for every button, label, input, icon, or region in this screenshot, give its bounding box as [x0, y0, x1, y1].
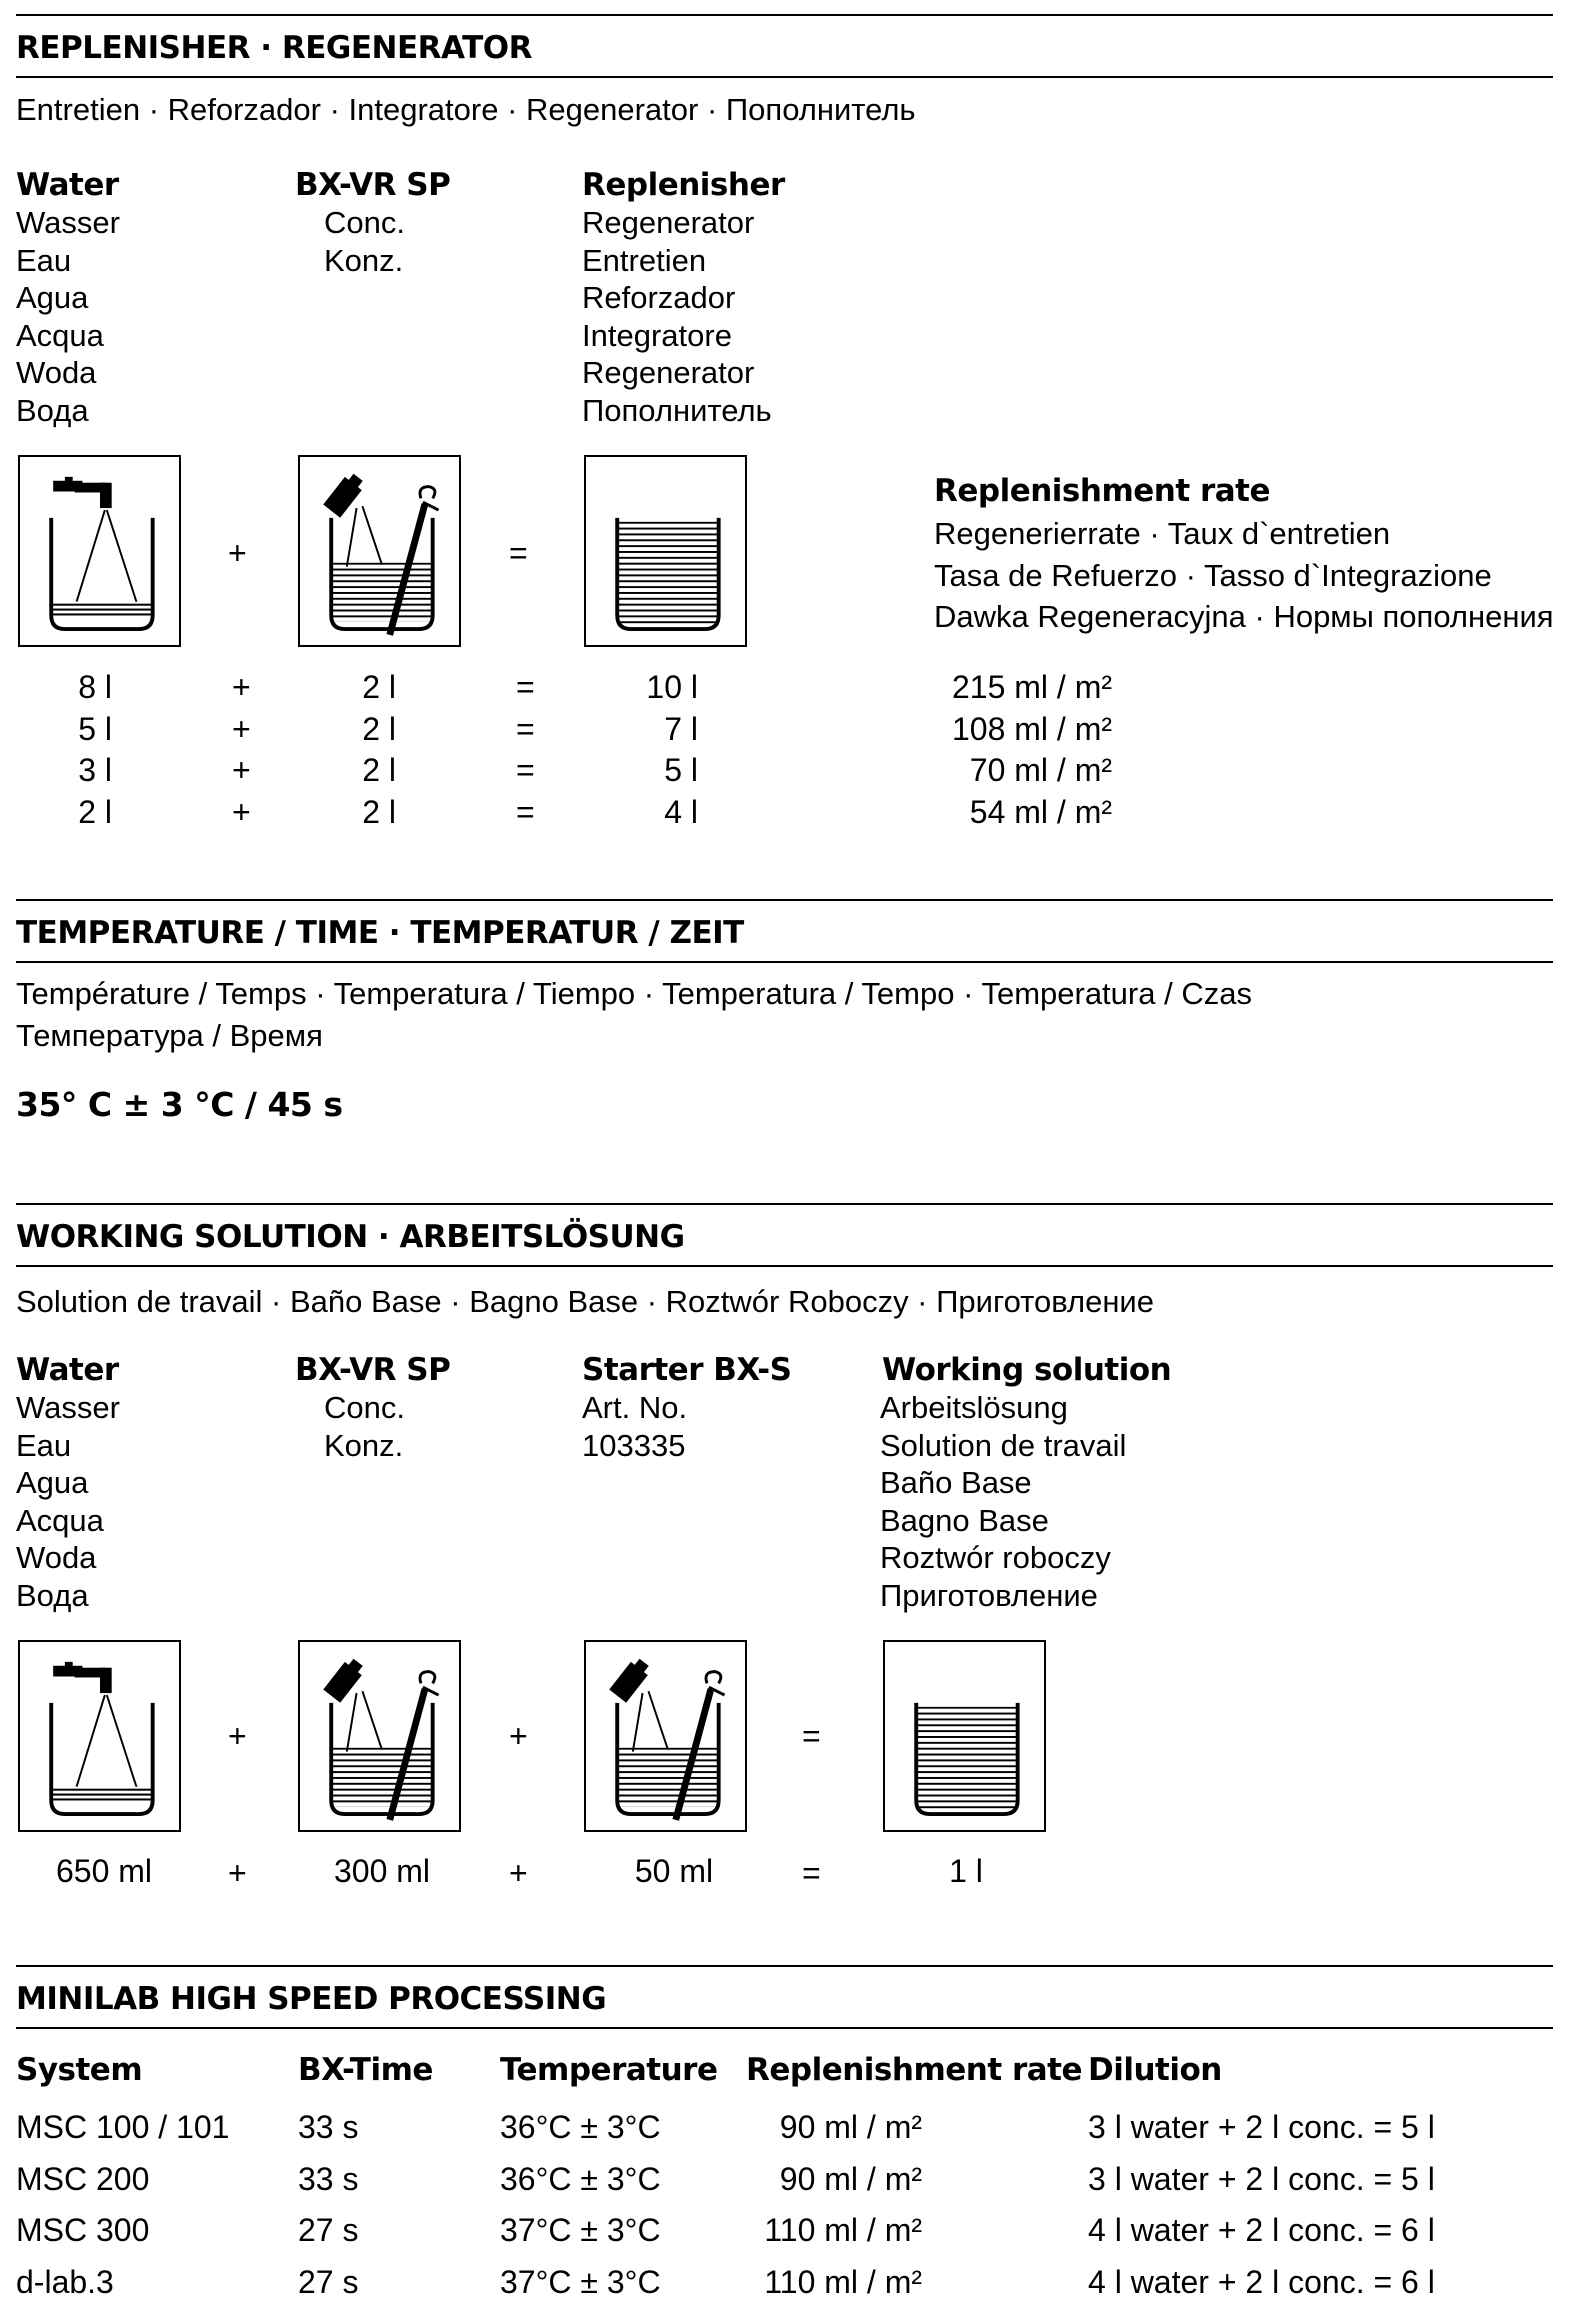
- water-amount: 5 l: [40, 709, 112, 751]
- concentrate-bottle-beaker-icon: [298, 1640, 461, 1832]
- list-item: Conc.: [324, 204, 405, 242]
- list-item: Regenerator: [582, 354, 772, 392]
- rate-value: 215 ml / m²: [890, 667, 1112, 709]
- equals-sign: =: [802, 1718, 821, 1755]
- ws-col-ws-head: Working solution: [882, 1352, 1171, 1388]
- dilution-cell: 3 l water + 2 l conc. = 5 l: [1088, 2154, 1435, 2206]
- rate-value: 70 ml / m²: [890, 750, 1112, 792]
- minilab-top-rule: [16, 1965, 1553, 1967]
- list-item: Eau: [16, 1427, 120, 1465]
- water-tap-beaker-icon: [18, 1640, 181, 1832]
- dilution-cell: 3 l water + 2 l conc. = 5 l: [1088, 2102, 1435, 2154]
- water-amount: 3 l: [40, 750, 112, 792]
- plus-sign: +: [232, 750, 251, 792]
- working-heading-rule: [16, 1265, 1553, 1267]
- minilab-col-dilution: Dilution: [1088, 2052, 1222, 2088]
- list-item: Regenerator: [582, 204, 772, 242]
- rate-value: 108 ml / m²: [890, 709, 1112, 751]
- plus-sign: +: [228, 1718, 247, 1755]
- list-item: Woda: [16, 1539, 120, 1577]
- list-item: Conc.: [324, 1389, 405, 1427]
- temperature-line: Температура / Время: [16, 1015, 1252, 1057]
- table-row: [0, 2257, 1569, 2308]
- minilab-heading-rule: [16, 2027, 1553, 2029]
- conc-amount: 2 l: [320, 667, 396, 709]
- plus-sign: +: [232, 709, 251, 751]
- rate-cell: 110 ml / m²: [700, 2205, 922, 2257]
- list-item: Eau: [16, 242, 120, 280]
- temperature-top-rule: [16, 899, 1553, 901]
- rep-col-water-head: Water: [16, 167, 119, 203]
- ws-col-water-head: Water: [16, 1352, 119, 1388]
- ws-col-conc-head: BX-VR SP: [295, 1352, 450, 1388]
- rate-line: Tasa de Refuerzo · Tasso d`Integrazione: [934, 555, 1554, 597]
- minilab-col-bxtime: BX-Time: [298, 2052, 433, 2088]
- replenisher-heading: REPLENISHER · REGENERATOR: [16, 30, 532, 66]
- minilab-heading: MINILAB HIGH SPEED PROCESSING: [16, 1981, 606, 2017]
- equals-sign: =: [516, 667, 535, 709]
- minilab-col-temperature: Temperature: [500, 2052, 717, 2088]
- list-item: Solution de travail: [880, 1427, 1126, 1465]
- ws-col-starter-list: [582, 1389, 687, 1464]
- list-item: Пополнитель: [582, 392, 772, 430]
- rep-col-rep-head: Replenisher: [582, 167, 785, 203]
- plus-sign: +: [509, 1855, 528, 1892]
- temperature-heading: TEMPERATURE / TIME · TEMPERATUR / ZEIT: [16, 915, 744, 951]
- list-item: Приготовление: [880, 1577, 1126, 1615]
- temperature-translations: [16, 973, 1252, 1057]
- replenisher-table: [0, 667, 1569, 833]
- ws-col-water-list: [16, 1389, 120, 1614]
- system-cell: MSC 100 / 101: [16, 2102, 229, 2154]
- dilution-cell: 4 l water + 2 l conc. = 6 l: [1088, 2205, 1435, 2257]
- working-top-rule: [16, 1203, 1553, 1205]
- temperature-line: Température / Temps · Temperatura / Tiempo · Temperatura / Tempo · Temperatura / Czas: [16, 973, 1252, 1015]
- starter-amount: 50 ml: [588, 1853, 760, 1890]
- list-item: Bagno Base: [880, 1502, 1126, 1540]
- top-rule: [16, 14, 1553, 16]
- rate-value: 54 ml / m²: [890, 792, 1112, 834]
- total-amount: 5 l: [580, 750, 698, 792]
- conc-amount: 300 ml: [296, 1853, 468, 1890]
- rep-col-conc-head: BX-VR SP: [295, 167, 450, 203]
- rep-col-rep-list: [582, 204, 772, 429]
- conc-amount: 2 l: [320, 709, 396, 751]
- replenisher-beaker-icon: [584, 455, 747, 647]
- temperature-cell: 36°C ± 3°C: [500, 2102, 661, 2154]
- plus-sign: +: [232, 792, 251, 834]
- table-row: [0, 750, 1569, 792]
- list-item: Integratore: [582, 317, 772, 355]
- list-item: Entretien: [582, 242, 772, 280]
- concentrate-bottle-beaker-icon: [298, 455, 461, 647]
- temperature-heading-rule: [16, 961, 1553, 963]
- list-item: Woda: [16, 354, 120, 392]
- minilab-table: [0, 2102, 1569, 2308]
- replenisher-subtitle: Entretien · Reforzador · Integratore · Regenerator · Пополнитель: [16, 92, 916, 128]
- total-amount: 1 l: [880, 1853, 1052, 1890]
- rate-cell: 110 ml / m²: [700, 2257, 922, 2308]
- conc-amount: 2 l: [320, 750, 396, 792]
- rate-heading: Replenishment rate: [934, 473, 1270, 509]
- minilab-col-system: System: [16, 2052, 142, 2088]
- total-amount: 7 l: [580, 709, 698, 751]
- conc-amount: 2 l: [320, 792, 396, 834]
- list-item: Konz.: [324, 242, 405, 280]
- water-amount: 2 l: [40, 792, 112, 834]
- list-item: Reforzador: [582, 279, 772, 317]
- total-amount: 4 l: [580, 792, 698, 834]
- rate-cell: 90 ml / m²: [700, 2154, 922, 2206]
- temperature-cell: 36°C ± 3°C: [500, 2154, 661, 2206]
- rate-translations: [934, 513, 1554, 638]
- working-subtitle: Solution de travail · Baño Base · Bagno Base · Roztwór Roboczy · Приготовление: [16, 1284, 1154, 1320]
- ws-col-ws-list: [880, 1389, 1126, 1614]
- plus-sign: +: [509, 1718, 528, 1755]
- list-item: Agua: [16, 279, 120, 317]
- ws-col-starter-head: Starter BX-S: [582, 1352, 791, 1388]
- list-item: Agua: [16, 1464, 120, 1502]
- water-tap-beaker-icon: [18, 455, 181, 647]
- minilab-col-rate: Replenishment rate: [746, 2052, 1082, 2088]
- rate-line: Regenerierrate · Taux d`entretien: [934, 513, 1554, 555]
- starter-bottle-beaker-icon: [584, 1640, 747, 1832]
- table-row: [0, 667, 1569, 709]
- list-item: Вода: [16, 1577, 120, 1615]
- dilution-cell: 4 l water + 2 l conc. = 6 l: [1088, 2257, 1435, 2308]
- system-cell: d-lab.3: [16, 2257, 114, 2308]
- bxtime-cell: 33 s: [298, 2102, 358, 2154]
- temperature-cell: 37°C ± 3°C: [500, 2205, 661, 2257]
- equals-sign: =: [516, 792, 535, 834]
- table-row: [0, 2205, 1569, 2257]
- ws-col-conc-list: [324, 1389, 405, 1464]
- working-solution-beaker-icon: [883, 1640, 1046, 1832]
- list-item: Roztwór roboczy: [880, 1539, 1126, 1577]
- equals-sign: =: [802, 1855, 821, 1892]
- table-row: [0, 2154, 1569, 2206]
- table-row: [0, 709, 1569, 751]
- plus-sign: +: [228, 535, 247, 572]
- replenisher-heading-rule: [16, 76, 1553, 78]
- water-amount: 650 ml: [18, 1853, 190, 1890]
- bxtime-cell: 33 s: [298, 2154, 358, 2206]
- temperature-cell: 37°C ± 3°C: [500, 2257, 661, 2308]
- rate-cell: 90 ml / m²: [700, 2102, 922, 2154]
- system-cell: MSC 300: [16, 2205, 149, 2257]
- list-item: Konz.: [324, 1427, 405, 1465]
- list-item: Acqua: [16, 1502, 120, 1540]
- working-heading: WORKING SOLUTION · ARBEITSLÖSUNG: [16, 1219, 685, 1255]
- system-cell: MSC 200: [16, 2154, 149, 2206]
- table-row: [0, 2102, 1569, 2154]
- list-item: Baño Base: [880, 1464, 1126, 1502]
- list-item: Art. No.: [582, 1389, 687, 1427]
- rate-line: Dawka Regeneracyjna · Нормы пополнения: [934, 596, 1554, 638]
- plus-sign: +: [232, 667, 251, 709]
- rep-col-water-list: [16, 204, 120, 429]
- list-item: Arbeitslösung: [880, 1389, 1126, 1427]
- list-item: Wasser: [16, 204, 120, 242]
- total-amount: 10 l: [580, 667, 698, 709]
- rep-col-conc-list: [324, 204, 405, 279]
- list-item: Вода: [16, 392, 120, 430]
- bxtime-cell: 27 s: [298, 2205, 358, 2257]
- equals-sign: =: [516, 709, 535, 751]
- water-amount: 8 l: [40, 667, 112, 709]
- list-item: Acqua: [16, 317, 120, 355]
- plus-sign: +: [228, 1855, 247, 1892]
- list-item: Wasser: [16, 1389, 120, 1427]
- equals-sign: =: [509, 535, 528, 572]
- list-item: 103335: [582, 1427, 687, 1465]
- bxtime-cell: 27 s: [298, 2257, 358, 2308]
- table-row: [0, 792, 1569, 834]
- temperature-value: 35° C ± 3 °C / 45 s: [16, 1085, 343, 1124]
- equals-sign: =: [516, 750, 535, 792]
